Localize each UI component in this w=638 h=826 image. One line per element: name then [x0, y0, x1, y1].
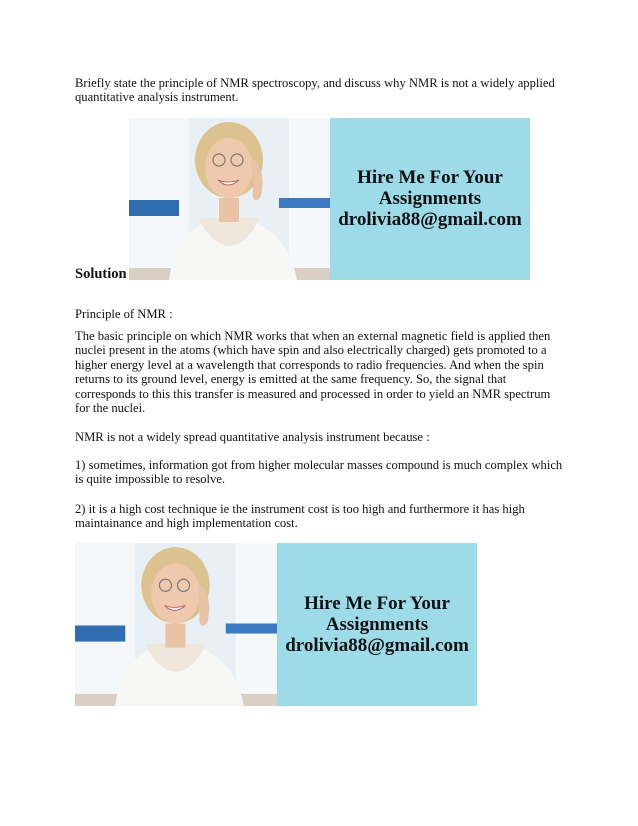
- principle-heading: Principle of NMR :: [75, 307, 173, 321]
- paragraph-line: The basic principle on which NMR works that when an external magnetic field is applied then: [75, 329, 551, 343]
- question-line: quantitative analysis instrument.: [75, 90, 239, 105]
- paragraph-line: for the nuclei.: [75, 401, 146, 416]
- question-text: [75, 76, 575, 105]
- woman-portrait-image: [75, 543, 277, 706]
- woman-portrait-image: [129, 118, 330, 280]
- paragraph-line: corresponds to this this transfer is measured and processed in order to yield an NMR spectrum: [75, 386, 551, 401]
- reason-line: 1) sometimes, information got from higher molecular masses compound is much complex which: [75, 458, 563, 472]
- banner-line-hire: Hire Me For Your: [357, 167, 503, 188]
- banner-line-assignments: Assignments: [325, 613, 429, 635]
- reason-line: is quite impossible to resolve.: [75, 472, 226, 487]
- banner-email: drolivia88@gmail.com: [338, 209, 522, 230]
- ad-banner: [75, 543, 477, 706]
- reason-line: 2) it is a high cost technique ie the instrument cost is too high and furthermore it has high: [75, 502, 525, 516]
- solution-heading: Solution: [75, 266, 127, 282]
- banner-promo-panel: [277, 543, 477, 706]
- reason-line: maintainance and high implementation cost.: [75, 516, 298, 531]
- question-line: Briefly state the principle of NMR spectroscopy, and discuss why NMR is not a widely applied: [75, 76, 555, 90]
- reason-item-1: [75, 458, 585, 487]
- banner-line-assignments: Assignments: [378, 188, 482, 209]
- banner-email: drolivia88@gmail.com: [285, 634, 469, 656]
- banner-photo: [75, 543, 277, 706]
- reason-item-2: [75, 502, 585, 531]
- principle-paragraph: [75, 329, 585, 415]
- banner-line-hire: Hire Me For Your: [304, 592, 450, 614]
- reason-intro: NMR is not a widely spread quantitative analysis instrument because :: [75, 430, 430, 444]
- banner-promo-panel: [330, 118, 530, 280]
- paragraph-line: higher energy level at a wavelength that corresponds to radio frequencies. And when the spin: [75, 357, 544, 372]
- banner-photo: [129, 118, 330, 280]
- ad-banner: [129, 118, 530, 280]
- paragraph-line: returns to its ground level, energy is emitted at the same frequency. So, the signal that: [75, 372, 507, 387]
- paragraph-line: nuclei present in the atoms (which have spin and also electrically charged) gets promoted to a: [75, 343, 547, 358]
